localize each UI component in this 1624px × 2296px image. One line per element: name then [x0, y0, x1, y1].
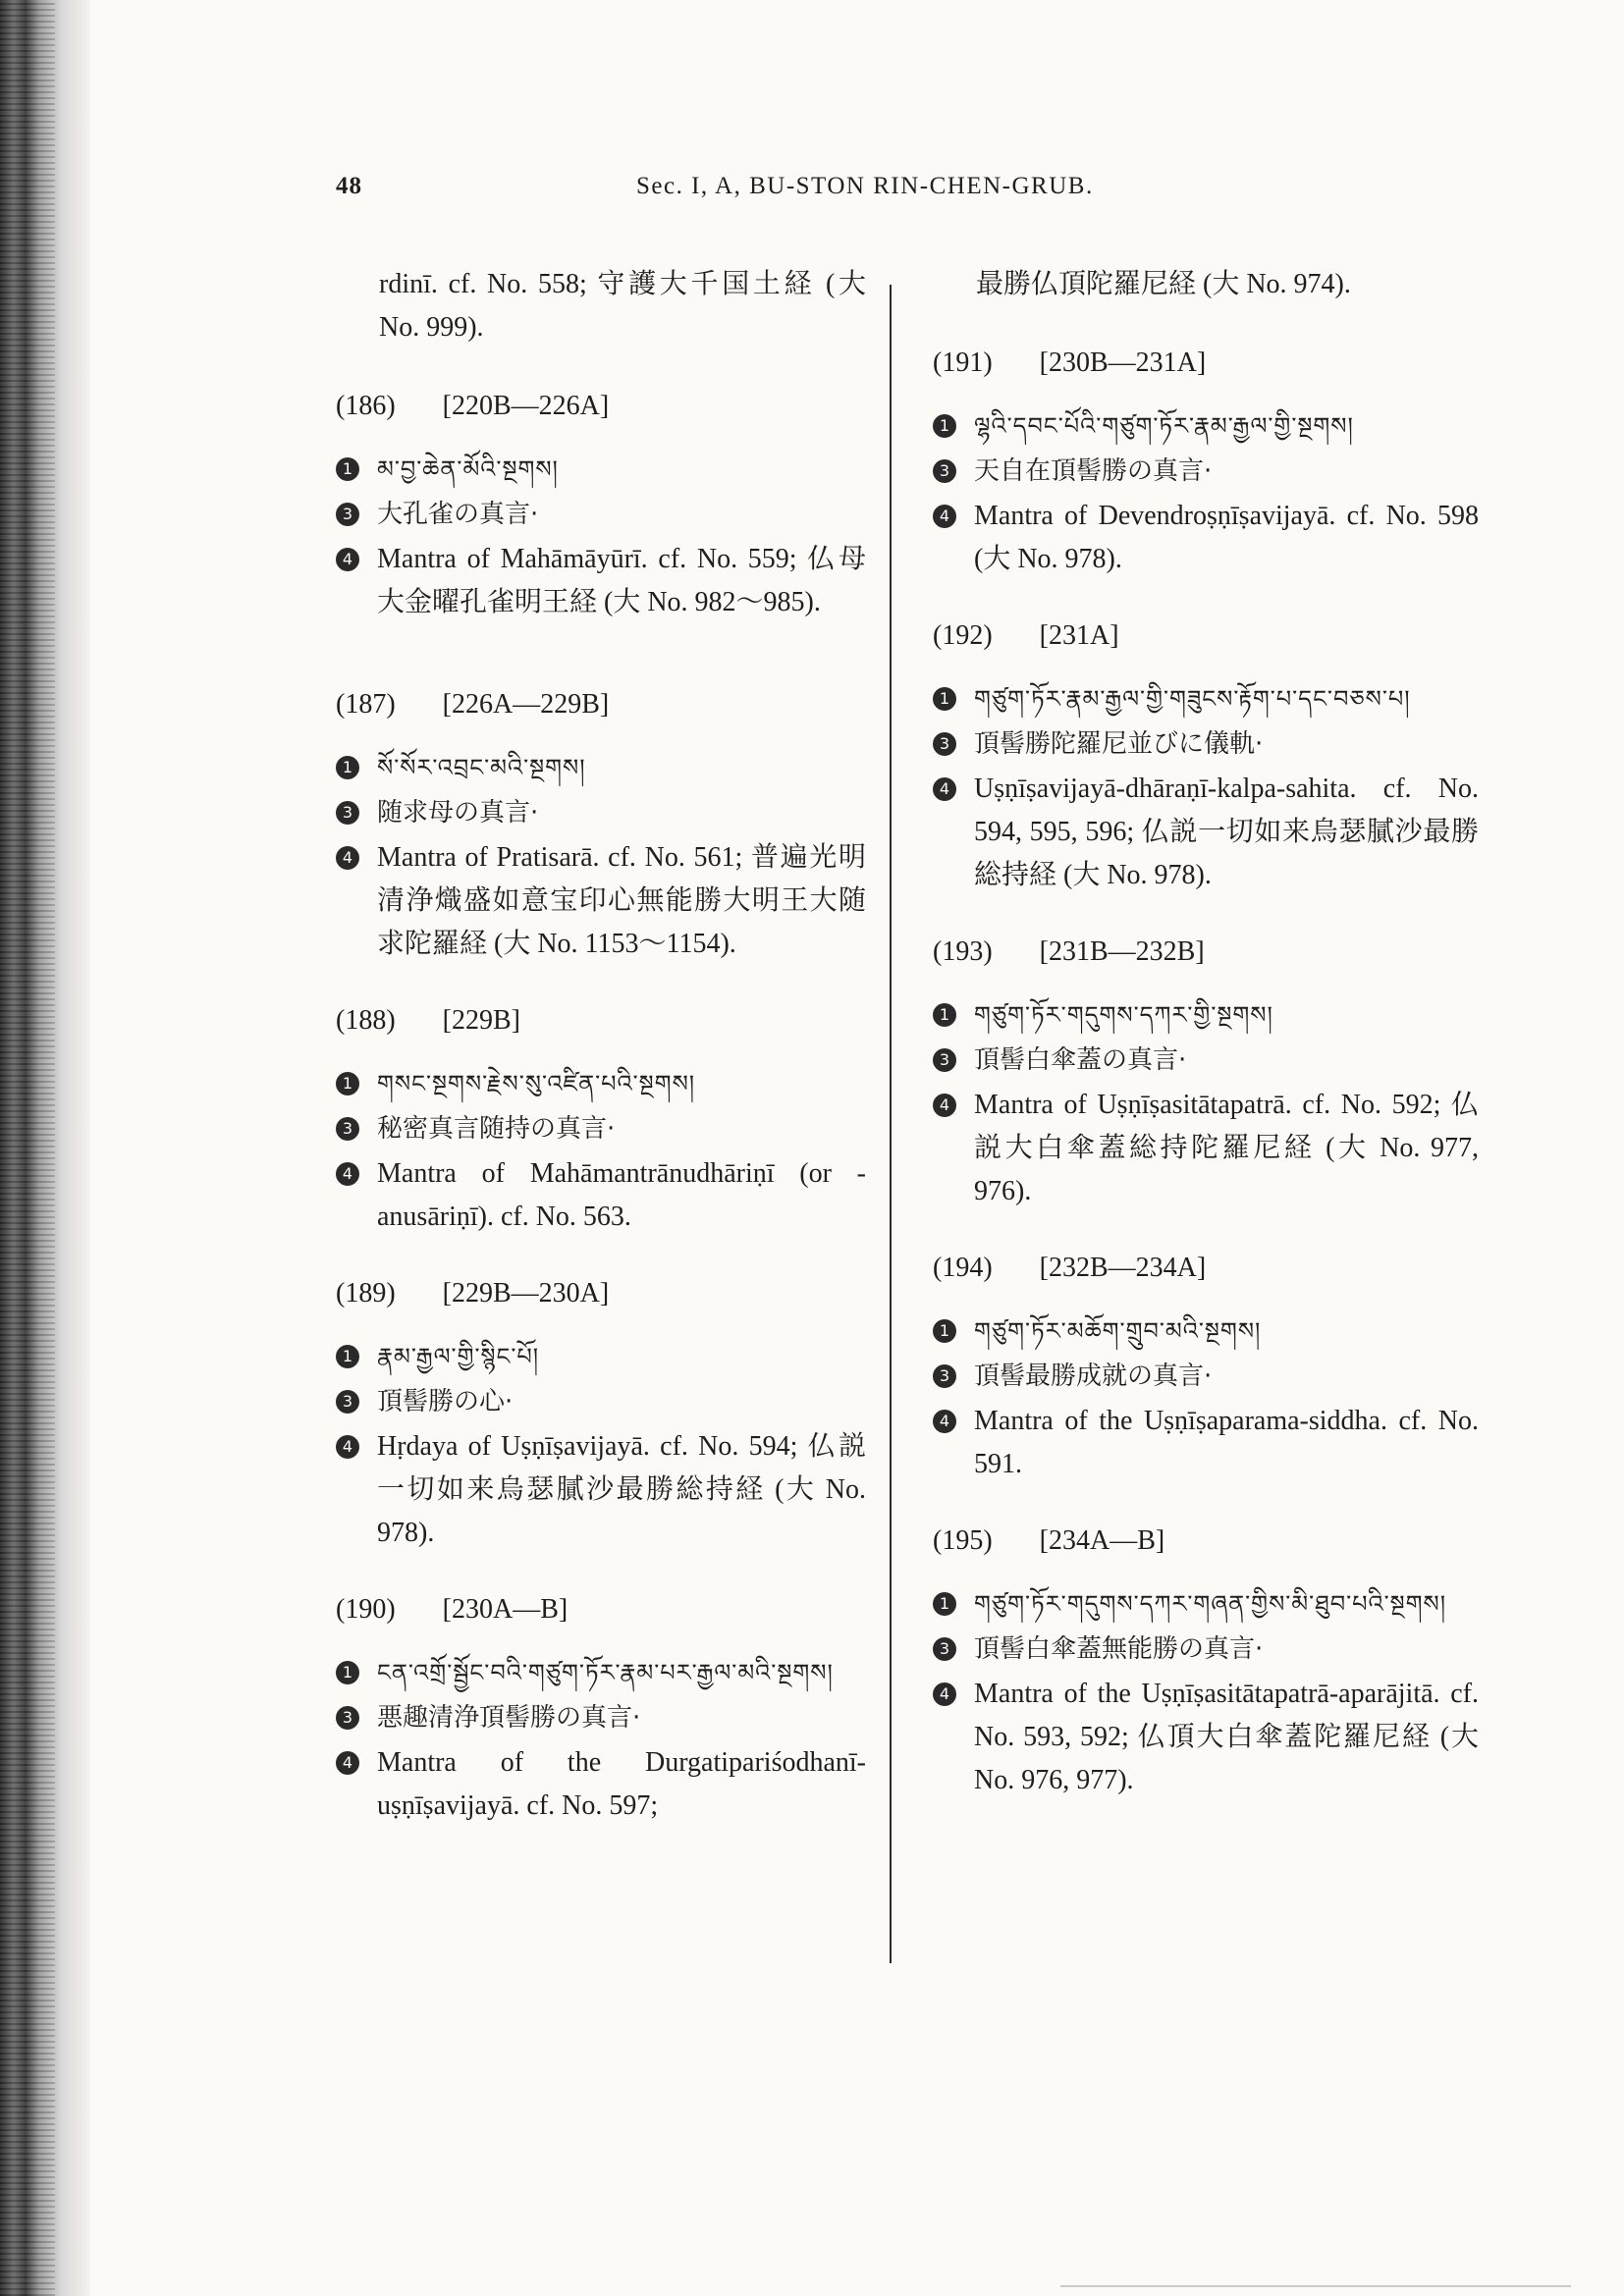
japanese-title: 頂髻勝の心· [377, 1387, 514, 1416]
entry-folio-range: [232B—234A] [1039, 1253, 1207, 1283]
japanese-title: 頂髻勝陀羅尼並びに儀軌· [974, 729, 1264, 759]
entry-line [933, 1628, 1479, 1671]
entry-line [336, 836, 866, 966]
entry-heading [336, 385, 866, 428]
entry-number: (195) [933, 1525, 993, 1556]
japanese-title: 大孔雀の真言· [377, 500, 539, 529]
entry-line [336, 1062, 866, 1105]
sanskrit-description: Mantra of Uṣṇīṣasitātapatrā. cf. No. 592; 仏説大白傘蓋総持陀羅尼経 (大 No. 977, 976). [974, 1090, 1479, 1206]
entry-line [933, 1084, 1479, 1213]
entry-line [933, 1400, 1479, 1486]
circled-number-marker: 1 [933, 1592, 956, 1616]
circled-number-marker: 4 [336, 1435, 359, 1459]
catalog-entry [336, 999, 866, 1239]
sanskrit-description: Hṛdaya of Uṣṇīṣavijayā. cf. No. 594; 仏説一切如来烏瑟膩沙最勝総持経 (大 No. 978). [377, 1431, 866, 1548]
circled-number-marker: 3 [933, 459, 956, 483]
entry-line [933, 722, 1479, 766]
entry-heading [336, 999, 866, 1042]
tibetan-title: གཙུག་ཏོར་མཆོག་གྲུབ་མའི་སྔགས། [974, 1317, 1262, 1345]
entry-line [933, 1309, 1479, 1353]
entry-line [933, 1582, 1479, 1626]
entry-number: (194) [933, 1253, 993, 1283]
circled-number-marker: 1 [933, 687, 956, 711]
tibetan-title: གསང་སྔགས་རྗེས་སུ་འཛིན་པའི་སྔགས། [377, 1070, 696, 1097]
circled-number-marker: 1 [933, 414, 956, 438]
japanese-title: 頂髻白傘蓋の真言· [974, 1045, 1187, 1075]
circled-number-marker: 1 [336, 1661, 359, 1684]
entry-number: (193) [933, 936, 993, 967]
circled-number-marker: 1 [336, 756, 359, 779]
entry-heading [933, 1247, 1479, 1290]
entry-line [336, 1425, 866, 1555]
entry-number: (192) [933, 620, 993, 651]
entry-line [933, 450, 1479, 493]
entry-number: (191) [933, 347, 993, 378]
entry-line [933, 1355, 1479, 1398]
entry-line [336, 1696, 866, 1739]
circled-number-marker: 3 [933, 1048, 956, 1072]
entry-heading [933, 1520, 1479, 1563]
circled-number-marker: 1 [336, 457, 359, 481]
entry-folio-range: [230B—231A] [1039, 347, 1207, 378]
tibetan-title: གཙུག་ཏོར་གདུགས་དཀར་གྱི་སྔགས། [974, 1001, 1273, 1029]
japanese-title: 悪趣清浄頂髻勝の真言· [377, 1703, 641, 1733]
entry-line [933, 1673, 1479, 1802]
sanskrit-description: Mantra of the Durgatipariśodhanī-uṣṇīṣavijayā. cf. No. 597; [377, 1747, 866, 1821]
tibetan-title: སོ་སོར་འབྲང་མའི་སྔགས། [377, 754, 586, 781]
circled-number-marker: 3 [336, 1390, 359, 1414]
entry-line [336, 538, 866, 624]
sanskrit-description: Uṣṇīṣavijayā-dhāraṇī-kalpa-sahita. cf. No. 594, 595, 596; 仏説一切如来烏瑟膩沙最勝総持経 (大 No. 978). [974, 774, 1479, 890]
circled-number-marker: 4 [933, 505, 956, 528]
right-continuation-text: 最勝仏頂陀羅尼経 (大 No. 974). [976, 269, 1351, 299]
entry-line [933, 768, 1479, 897]
circled-number-marker: 4 [933, 1410, 956, 1433]
catalog-entry [933, 1520, 1479, 1802]
entry-number: (188) [336, 1005, 396, 1036]
catalog-entry [933, 614, 1479, 897]
entry-line [336, 1152, 866, 1239]
entry-heading [336, 683, 866, 726]
column-divider [890, 285, 892, 1963]
circled-number-marker: 3 [336, 503, 359, 526]
japanese-title: 随求母の真言· [377, 798, 539, 828]
entry-line [336, 1335, 866, 1378]
footer-scan-mark [1060, 2285, 1571, 2287]
entry-number: (187) [336, 689, 396, 720]
entry-line [336, 1741, 866, 1828]
entry-folio-range: [231B—232B] [1039, 936, 1205, 967]
scan-binding-texture [0, 0, 55, 2296]
circled-number-marker: 4 [336, 548, 359, 571]
circled-number-marker: 1 [336, 1072, 359, 1095]
sanskrit-description: Mantra of the Uṣṇīṣaparama-siddha. cf. No. 591. [974, 1406, 1479, 1479]
catalog-entry [336, 683, 866, 966]
page-number: 48 [336, 173, 362, 199]
entry-folio-range: [229B—230A] [442, 1278, 610, 1308]
catalog-entry [336, 1588, 866, 1828]
sanskrit-description: Mantra of Pratisarā. cf. No. 561; 普遍光明清浄熾盛如意宝印心無能勝大明王大随求陀羅経 (大 No. 1153～1154). [377, 842, 866, 959]
entry-number: (186) [336, 391, 396, 421]
catalog-entry [336, 1272, 866, 1555]
entry-number: (190) [336, 1594, 396, 1625]
circled-number-marker: 3 [933, 732, 956, 756]
left-column [336, 263, 866, 1861]
tibetan-title: མ་བྱ་ཆེན་མོའི་སྔགས། [377, 455, 559, 483]
circled-number-marker: 3 [933, 1637, 956, 1661]
circled-number-marker: 4 [336, 1162, 359, 1186]
entry-line [933, 404, 1479, 448]
entry-line [336, 448, 866, 491]
circled-number-marker: 4 [336, 846, 359, 870]
left-continuation-text: rdinī. cf. No. 558; 守護大千国土経 (大 No. 999). [379, 269, 866, 343]
catalog-entry [933, 931, 1479, 1213]
entry-folio-range: [234A—B] [1039, 1525, 1165, 1556]
japanese-title: 頂髻最勝成就の真言· [974, 1362, 1213, 1391]
tibetan-title: ལྷའི་དབང་པོའི་གཙུག་ཏོར་རྣམ་རྒྱལ་གྱི་སྔགས། [974, 412, 1354, 440]
japanese-title: 秘密真言随持の真言· [377, 1114, 616, 1144]
sanskrit-description: Mantra of Devendroṣṇīṣavijayā. cf. No. 598 (大 No. 978). [974, 501, 1479, 574]
entry-line [336, 791, 866, 834]
sanskrit-description: Mantra of the Uṣṇīṣasitātapatrā-aparājitā. cf. No. 593, 592; 仏頂大白傘蓋陀羅尼経 (大 No. 976, 977). [974, 1679, 1479, 1795]
tibetan-title: གཙུག་ཏོར་རྣམ་རྒྱལ་གྱི་གཟུངས་རྟོག་པ་དང་བཅས་པ། [974, 685, 1411, 713]
circled-number-marker: 1 [933, 1319, 956, 1343]
entry-heading [933, 342, 1479, 385]
japanese-title: 頂髻白傘蓋無能勝の真言· [974, 1634, 1264, 1664]
entry-line [336, 493, 866, 536]
entry-line [933, 495, 1479, 581]
circled-number-marker: 1 [933, 1003, 956, 1027]
entry-line [336, 746, 866, 789]
japanese-title: 天自在頂髻勝の真言· [974, 456, 1213, 486]
entry-heading [933, 614, 1479, 658]
right-column [933, 263, 1479, 1836]
entry-line [336, 1380, 866, 1423]
catalog-entry [933, 1247, 1479, 1486]
entry-heading [336, 1272, 866, 1315]
entry-line [933, 1039, 1479, 1082]
circled-number-marker: 3 [336, 1117, 359, 1141]
entry-line [336, 1107, 866, 1150]
circled-number-marker: 4 [336, 1751, 359, 1775]
circled-number-marker: 4 [933, 1682, 956, 1706]
catalog-entry [933, 342, 1479, 581]
entry-folio-range: [230A—B] [442, 1594, 568, 1625]
circled-number-marker: 1 [336, 1345, 359, 1368]
tibetan-title: གཙུག་ཏོར་གདུགས་དཀར་གཞན་གྱིས་མི་ཐུབ་པའི་སྔགས། [974, 1590, 1447, 1618]
circled-number-marker: 3 [933, 1364, 956, 1388]
entry-line [336, 1651, 866, 1694]
entry-folio-range: [220B—226A] [442, 391, 610, 421]
circled-number-marker: 4 [933, 1094, 956, 1117]
tibetan-title: རྣམ་རྒྱལ་གྱི་སྙིང་པོ། [377, 1343, 540, 1370]
sanskrit-description: Mantra of Mahāmāyūrī. cf. No. 559; 仏母大金曜孔雀明王経 (大 No. 982～985). [377, 544, 866, 617]
entry-heading [933, 931, 1479, 974]
sanskrit-description: Mantra of Mahāmantrānudhāriṇī (or -anusāriṇī). cf. No. 563. [377, 1158, 866, 1232]
entry-folio-range: [229B] [442, 1005, 520, 1036]
entry-line [933, 993, 1479, 1037]
catalog-entry [336, 385, 866, 624]
running-head: Sec. I, A, BU-STON RIN-CHEN-GRUB. [636, 173, 1094, 199]
tibetan-title: ངན་འགྲོ་སྦྱོང་བའི་གཙུག་ཏོར་རྣམ་པར་རྒྱལ་མའི་སྔགས། [377, 1659, 834, 1686]
entry-folio-range: [226A—229B] [442, 689, 610, 720]
entry-folio-range: [231A] [1039, 620, 1119, 651]
circled-number-marker: 3 [336, 801, 359, 825]
circled-number-marker: 3 [336, 1706, 359, 1730]
circled-number-marker: 4 [933, 777, 956, 801]
entry-number: (189) [336, 1278, 396, 1308]
entry-heading [336, 1588, 866, 1631]
entry-line [933, 677, 1479, 721]
